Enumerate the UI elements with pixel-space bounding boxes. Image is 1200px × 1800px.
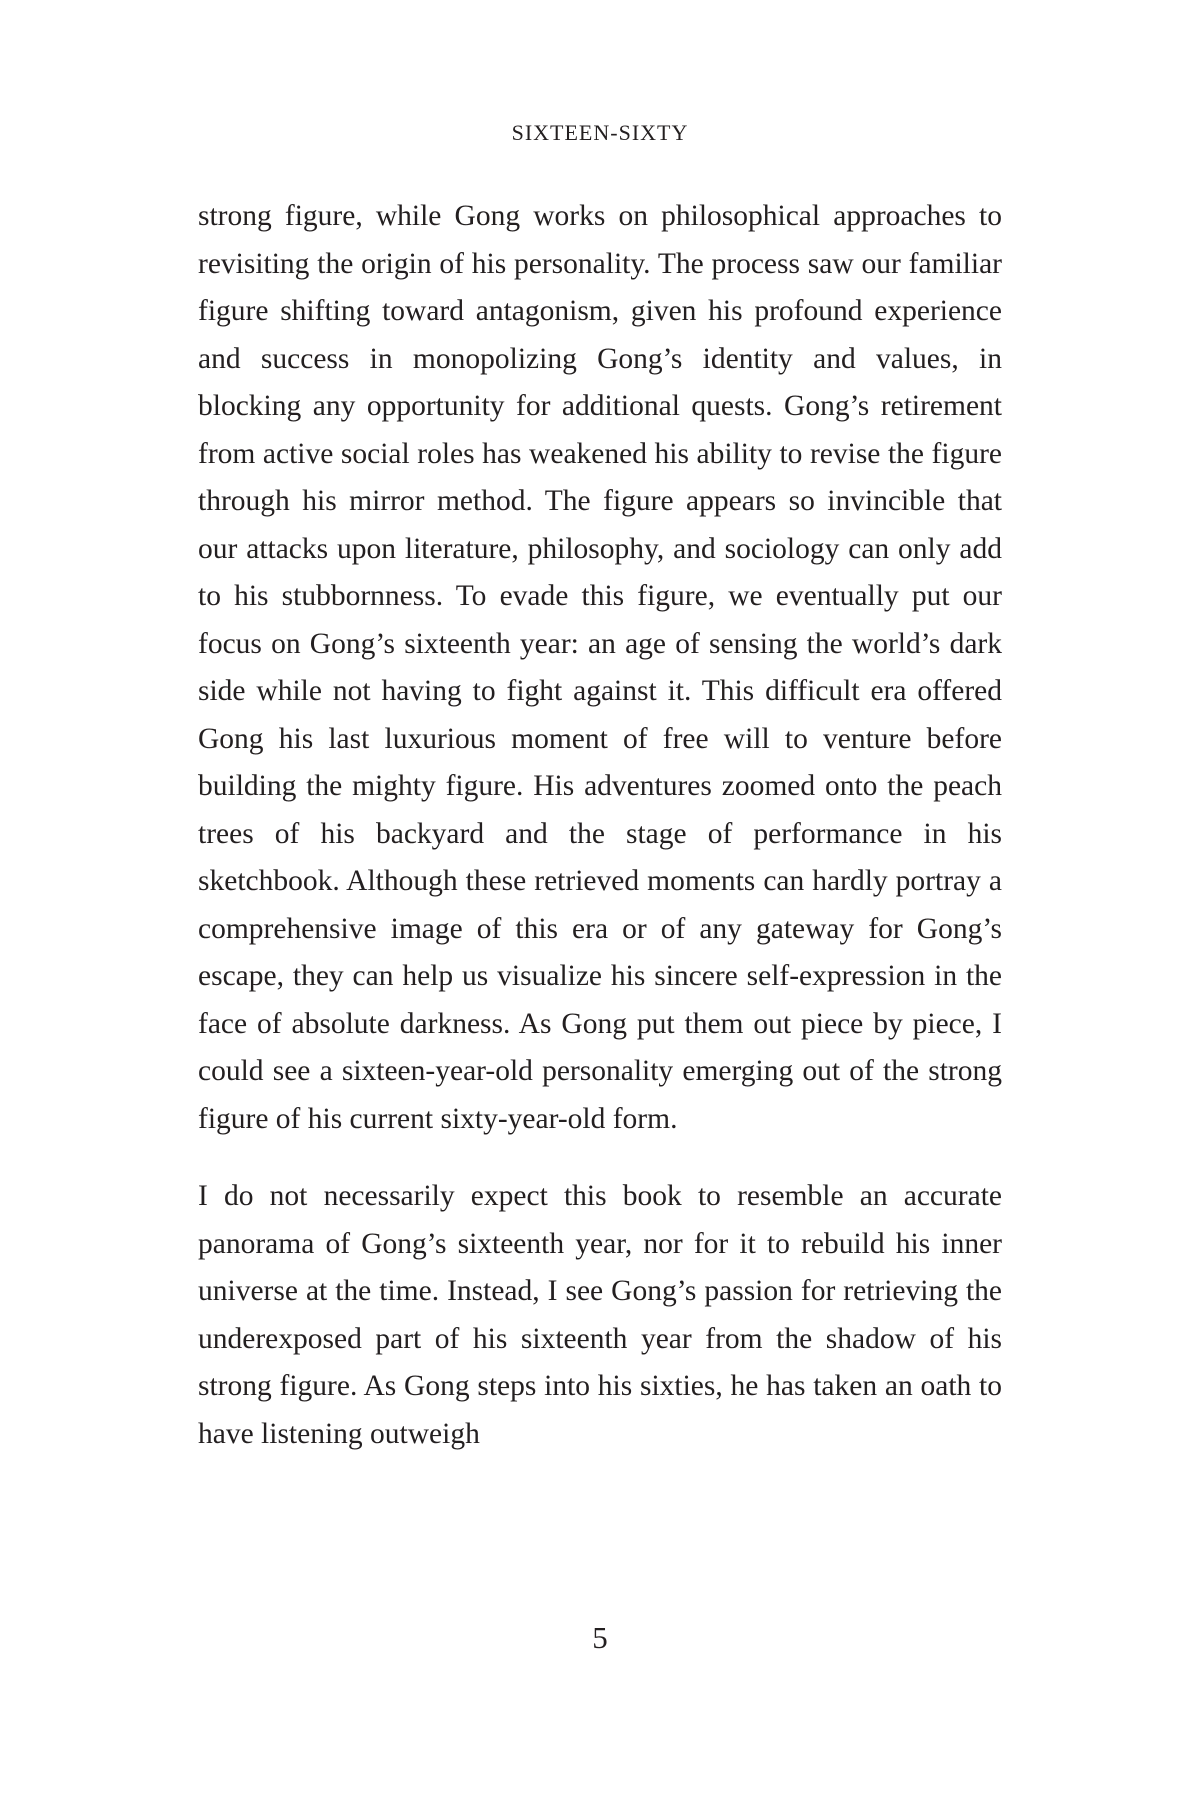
running-header: SIXTEEN-SIXTY [511,120,689,145]
paragraph-1: strong figure, while Gong works on philosophical approaches to revisiting the origin of his personality. The process saw our familiar figure shifting toward antagonism, given his profound experience and success in monopolizing Gong’s identity and values, in blocking any opportunity for additional quests. Gong’s retirement from active social roles has weakened his ability to revise the figure through his mirror method. The figure appears so invincible that our attacks upon literature, philosophy, and sociology can only add to his stubbornness. To evade this figure, we eventually put our focus on Gong’s sixteenth year: an age of sensing the world’s dark side while not having to fight against it. This difficult era offered Gong his last luxurious moment of free will to venture before building the mighty figure. His adventures zoomed onto the peach trees of his backyard and the stage of performance in his sketchbook. Although these retrieved moments can hardly portray a comprehensive image of this era or of any gateway for Gong’s escape, they can help us visualize his sincere self-expression in the face of absolute darkness. As Gong put them out piece by piece, I could see a sixteen-year-old personality emerging out of the strong figure of his current sixty-year-old form. [198,200,1002,1135]
page-number: 5 [592,1620,608,1655]
body-text [198,193,1002,1458]
paragraph-2: I do not necessarily expect this book to resemble an accurate panorama of Gong’s sixteenth year, nor for it to rebuild his inner universe at the time. Instead, I see Gong’s passion for retrieving the underexposed part of his sixteenth year from the shadow of his strong figure. As Gong steps into his sixties, he has taken an oath to have listening outweigh [198,1180,1002,1450]
